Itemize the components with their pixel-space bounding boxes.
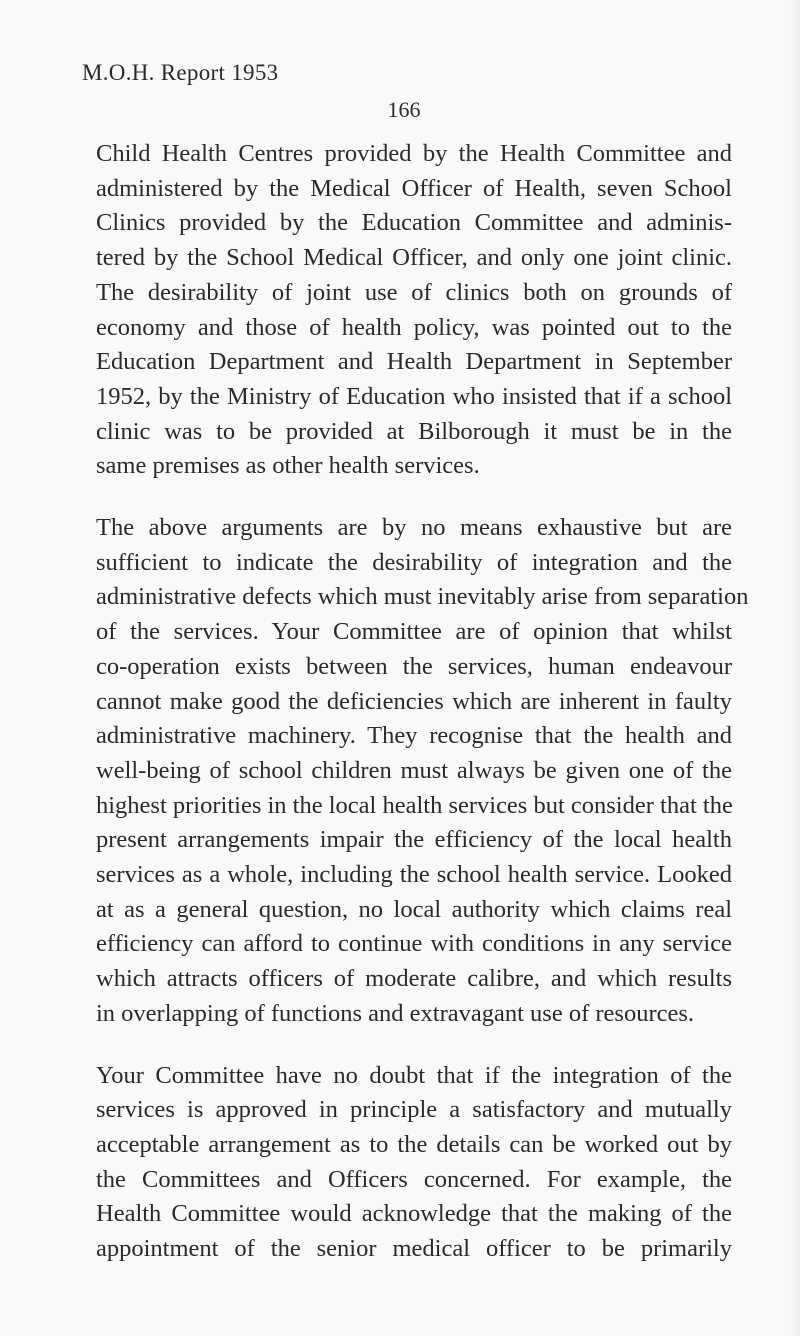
body-text [96,137,749,1294]
text-line: economy and those of health policy, was pointed out to the [96,313,732,341]
text-line: highest priorities in the local health services but consider that the [96,791,733,819]
text-line: well-being of school children must always be given one of the [96,756,732,784]
text-line: Health Committee would acknowledge that the making of the [96,1200,732,1228]
paragraph-3 [96,1059,732,1267]
text-line: administered by the Medical Officer of Health, seven School [96,174,732,202]
text-line: services is approved in principle a satisfactory and mutually [96,1096,732,1124]
text-line: clinic was to be provided at Bilborough it must be in the [96,417,732,445]
text-line: services as a whole, including the school health service. Looked [96,861,732,889]
text-line: administrative machinery. They recognise that the health and [96,722,732,750]
paragraph-1 [96,137,732,484]
text-line: The above arguments are by no means exhaustive but are [96,514,732,542]
text-line: sufficient to indicate the desirability of integration and the [96,548,732,576]
text-line: same premises as other health services. [96,452,480,480]
text-line: tered by the School Medical Officer, and only one joint clinic. [96,244,732,272]
page-number: 166 [387,97,421,122]
text-line: The desirability of joint use of clinics both on grounds of [96,278,732,306]
text-line: Your Committee have no doubt that if the integration of the [96,1061,732,1089]
text-line: present arrangements impair the efficiency of the local health [96,826,732,854]
text-line: acceptable arrangement as to the details can be worked out by [96,1130,732,1158]
page-edge-shadow [790,0,800,1336]
text-line: 1952, by the Ministry of Education who insisted that if a school [96,382,732,410]
text-line: cannot make good the deficiencies which are inherent in faulty [96,687,732,715]
paragraph-2 [96,511,749,1032]
text-line: Child Health Centres provided by the Health Committee and [96,140,732,167]
text-line: the Committees and Officers concerned. For example, the [96,1165,732,1193]
text-line: efficiency can afford to continue with conditions in any service [96,930,732,958]
text-line: administrative defects which must inevitably arise from separation [96,583,749,611]
text-line: appointment of the senior medical officer to be primarily [96,1235,732,1263]
running-head: M.O.H. Report 1953 [82,60,279,85]
text-line: which attracts officers of moderate calibre, and which results [96,965,732,993]
text-line: at as a general question, no local authority which claims real [96,895,732,923]
text-line: co-operation exists between the services, human endeavour [96,652,732,680]
text-line: of the services. Your Committee are of opinion that whilst [96,618,732,646]
text-line: Education Department and Health Department in September [96,348,732,376]
text-line: in overlapping of functions and extravagant use of resources. [96,999,695,1027]
text-line: Clinics provided by the Education Committee and adminis- [96,209,732,237]
